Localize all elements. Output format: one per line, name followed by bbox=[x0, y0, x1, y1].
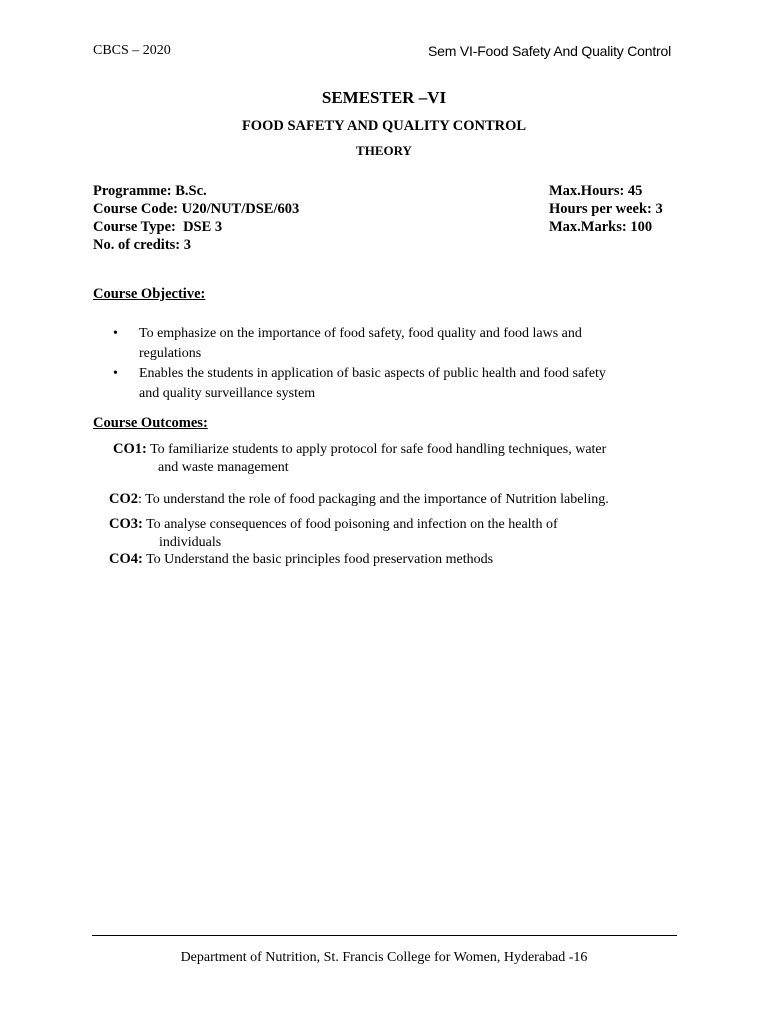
outcomes-heading: Course Outcomes: bbox=[93, 415, 208, 431]
programme: Programme: B.Sc. bbox=[93, 183, 207, 199]
list-item: • Enables the students in application of basic aspects of public health and food safety and quality surveillance system bbox=[113, 366, 606, 401]
header-left: CBCS – 2020 bbox=[93, 43, 171, 58]
outcome-co3: CO3: To analyse consequences of food poisoning and infection on the health of individuals bbox=[109, 516, 558, 550]
co1-label: CO1: bbox=[113, 441, 147, 457]
course-type-title: THEORY bbox=[356, 143, 412, 158]
course-meta-left bbox=[93, 182, 299, 254]
hours-per-week: Hours per week: 3 bbox=[549, 201, 663, 217]
bullet-icon: • bbox=[113, 326, 118, 341]
course-code: Course Code: U20/NUT/DSE/603 bbox=[93, 201, 300, 217]
footer-text: Department of Nutrition, St. Francis College for Women, Hyderabad -16 bbox=[180, 950, 588, 965]
outcome-co1: CO1: To familiarize students to apply protocol for safe food handling techniques, water and waste management bbox=[113, 441, 607, 475]
outcome-co2: CO2: To understand the role of food packaging and the importance of Nutrition labeling. bbox=[109, 491, 609, 507]
max-marks: Max.Marks: 100 bbox=[549, 219, 653, 235]
footer-divider bbox=[92, 935, 677, 936]
list-item: • To emphasize on the importance of food safety, food quality and food laws and regulations bbox=[113, 326, 582, 361]
bullet-icon: • bbox=[113, 366, 118, 381]
course-type: Course Type: DSE 3 bbox=[93, 219, 223, 235]
objective-heading: Course Objective: bbox=[93, 286, 206, 302]
outcome-co4: CO4: To Understand the basic principles food preservation methods bbox=[109, 551, 494, 567]
header-right: Sem VI-Food Safety And Quality Control bbox=[428, 43, 671, 59]
semester-title: SEMESTER –VI bbox=[321, 88, 447, 107]
credits: No. of credits: 3 bbox=[93, 237, 191, 253]
course-meta-right bbox=[549, 182, 663, 236]
course-title: FOOD SAFETY AND QUALITY CONTROL bbox=[241, 118, 527, 134]
co3-label: CO3: bbox=[109, 516, 143, 532]
co4-label: CO4: bbox=[109, 551, 143, 567]
objective-list bbox=[113, 324, 673, 404]
max-hours: Max.Hours: 45 bbox=[549, 183, 643, 199]
co2-label: CO2 bbox=[109, 491, 138, 507]
